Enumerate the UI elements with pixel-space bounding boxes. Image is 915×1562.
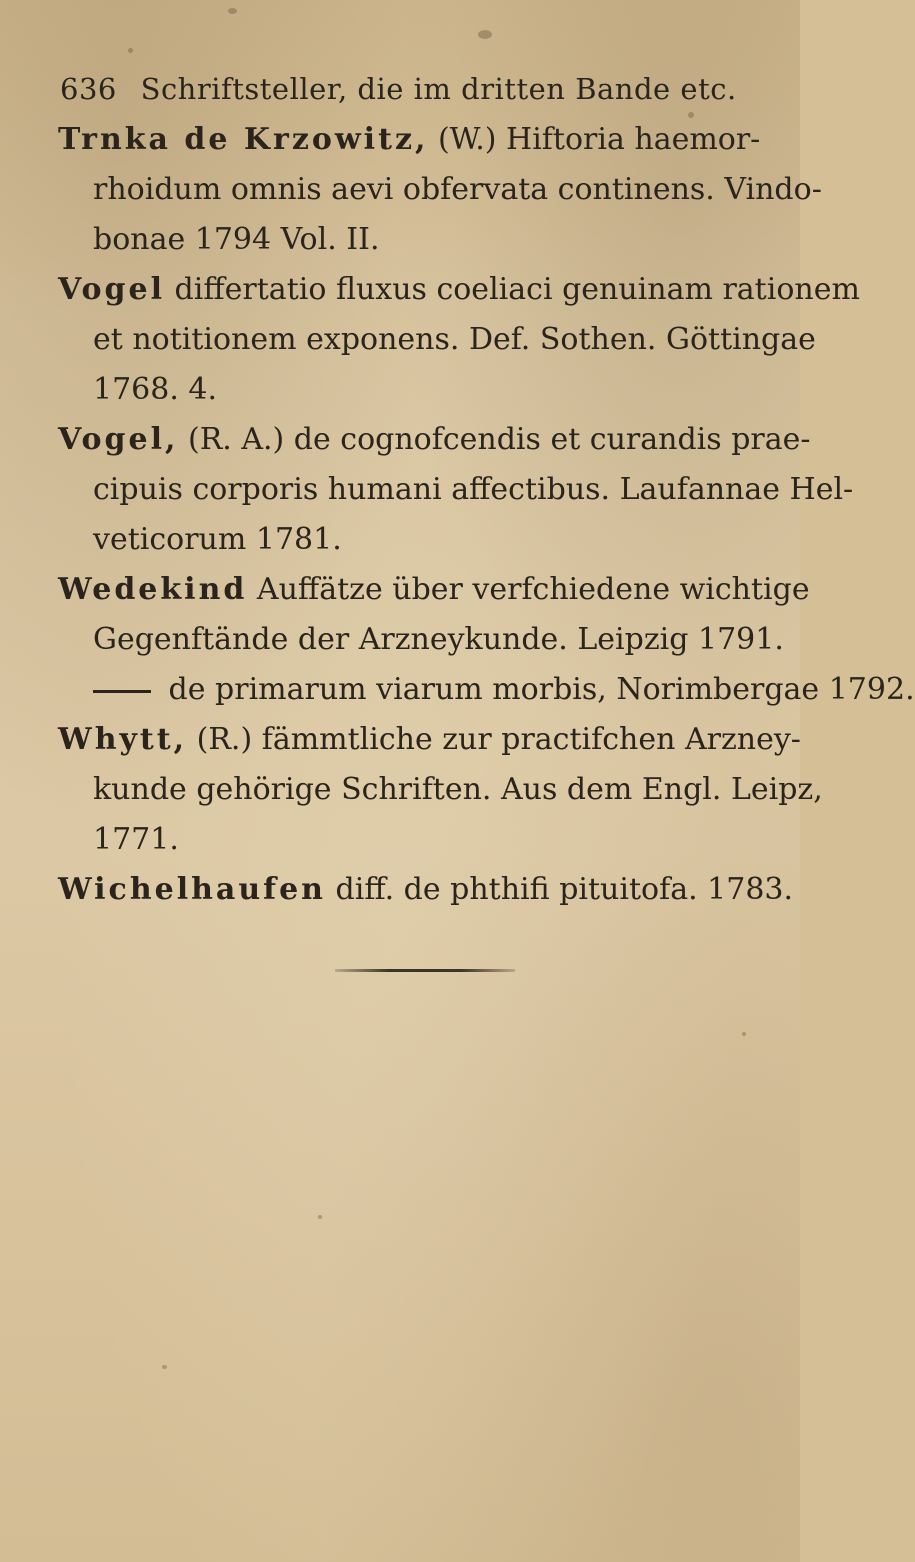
entry-text-line: diff. de phthifi pituitofa. 1783. [335, 872, 794, 907]
entry-text-line: (R.) fämmtliche zur practifchen Arzney- [196, 722, 801, 757]
running-header [60, 72, 760, 112]
entry-author: Vogel, [58, 422, 179, 457]
bibliography-entry [58, 665, 915, 715]
ditto-dash [93, 690, 151, 693]
entry-text-line: cipuis corporis humani affectibus. Laufannae Hel- [93, 472, 854, 507]
entry-text-line: Auffätze über verfchiedene wichtige [256, 572, 810, 607]
page-number: 636 [60, 72, 117, 106]
entry-text-line: (W.) Hiftoria haemor- [437, 122, 761, 157]
section-divider [335, 969, 515, 972]
paper-stain [742, 1032, 746, 1036]
entry-text-line: Gegenftände der Arzneykunde. Leipzig 1791. [93, 622, 784, 657]
bibliography-entry [58, 565, 810, 665]
paper-stain [228, 8, 237, 14]
entry-text-line: (R. A.) de cognofcendis et curandis prae- [187, 422, 811, 457]
entry-text-line: 1768. 4. [93, 372, 218, 407]
bibliography-entry [58, 265, 860, 415]
paper-stain [128, 48, 133, 53]
bibliography-entry [58, 715, 823, 865]
paper-stain [318, 1215, 322, 1219]
entry-text-line: veticorum 1781. [93, 522, 342, 557]
entry-text-line: kunde gehörige Schriften. Aus dem Engl. Leipz, [93, 772, 823, 807]
entry-text-line: bonae 1794 Vol. II. [93, 222, 380, 257]
entry-author: Vogel [58, 272, 165, 307]
entry-text-line: rhoidum omnis aevi obfervata continens. Vindo- [93, 172, 822, 207]
entry-author: Wichelhaufen [58, 872, 326, 907]
bibliography-entry [58, 415, 854, 565]
paper-stain [162, 1365, 167, 1369]
entry-author: Wedekind [58, 572, 248, 607]
entry-text-line: et notitionem exponens. Def. Sothen. Göttingae [93, 322, 816, 357]
paper-stain [478, 30, 492, 39]
entry-author: Trnka de Krzowitz, [58, 122, 429, 157]
entry-text-line: 1771. [93, 822, 179, 857]
entry-author: Whytt, [58, 722, 188, 757]
entry-text-line: de primarum viarum morbis, Norimbergae 1792. [168, 672, 915, 707]
entry-text-line: differtatio fluxus coeliaci genuinam rationem [174, 272, 860, 307]
bibliography-entry [58, 115, 822, 265]
bibliography-entry [58, 865, 794, 915]
running-title: Schriftsteller, die im dritten Bande etc. [140, 72, 737, 106]
